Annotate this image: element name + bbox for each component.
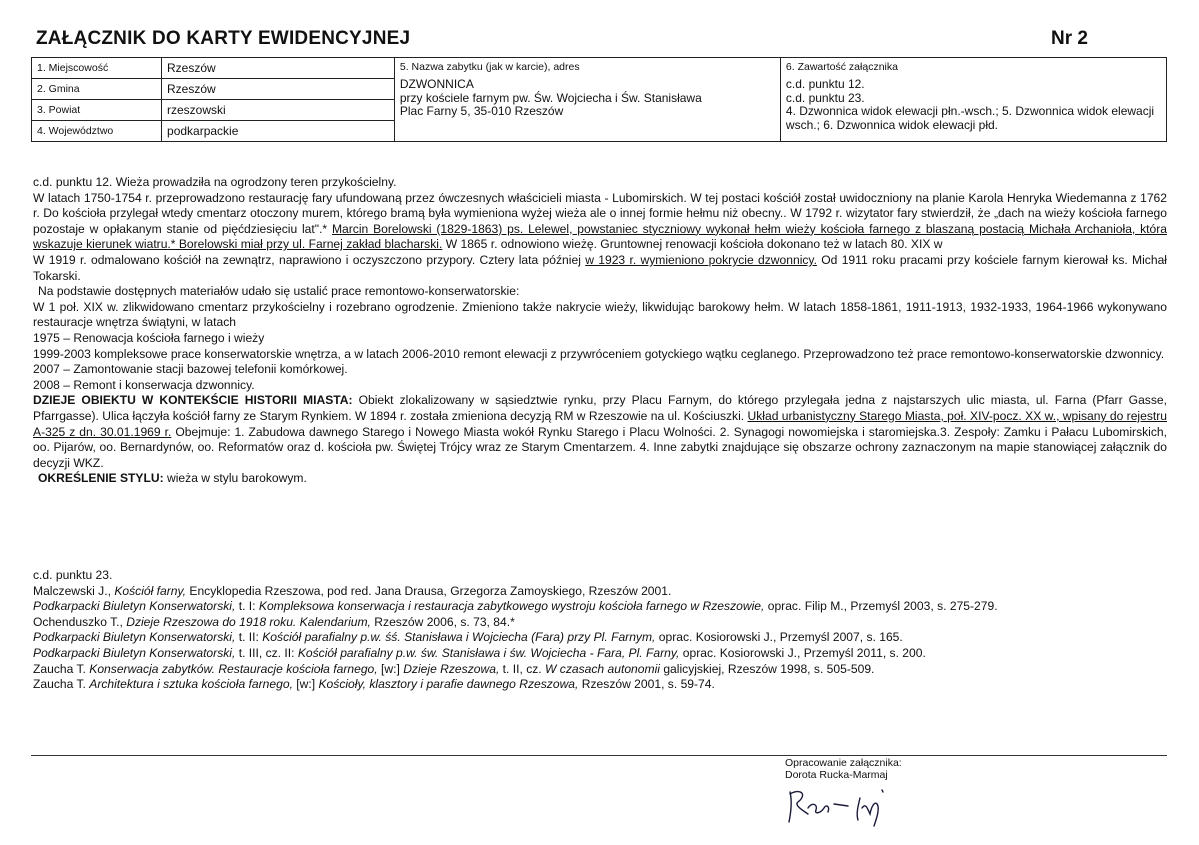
paragraph: c.d. punktu 12. Wieża prowadziła na ogrodzony teren przykościelny.	[33, 175, 397, 189]
underlined-text: w 1923 r. wymieniono pokrycie dzwonnicy.	[585, 252, 817, 267]
italic-title: Kościół farny,	[114, 583, 187, 598]
text-span: Encyklopedia Rzeszowa, pod red. Jana Drausa, Grzegorza Zamoyskiego, Rzeszów 2001.	[186, 583, 672, 598]
italic-title: Kościoły, klasztory i parafie dawnego Rzeszowa,	[318, 677, 579, 692]
monument-name-line-1: DZWONNICA	[399, 77, 474, 91]
attachment-contents-label: 6. Zawartość załącznika	[785, 61, 898, 73]
italic-title: Podkarpacki Biuletyn Konserwatorski,	[33, 645, 236, 660]
text-span: [w:]	[292, 677, 319, 692]
bibliography-entry	[33, 584, 1167, 600]
text-span: Zaucha T.	[33, 677, 90, 692]
paragraph: Na podstawie dostępnych materiałów udało się ustalić prace remontowo-konserwatorskie:	[38, 284, 520, 299]
text-span: [w:]	[377, 661, 404, 676]
italic-title: Podkarpacki Biuletyn Konserwatorski,	[33, 599, 236, 614]
text-span: Od 1911 roku pracami przy kościele farnym kierował ks. Michał Tokarski.	[33, 252, 1167, 283]
field-label-gmina: 2. Gmina	[32, 79, 162, 100]
bibliography-entry	[33, 646, 1167, 662]
bibliography-entry	[33, 599, 1167, 615]
prepared-by-author: Dorota Rucka-Marmaj	[785, 769, 888, 781]
section-heading: OKREŚLENIE STYLU:	[38, 471, 164, 486]
italic-title: Dzieje Rzeszowa do 1918 roku. Kalendarium,	[126, 614, 371, 629]
italic-title: Konserwacja zabytków. Restauracje kościoła farnego,	[89, 661, 378, 676]
field-value-gmina: Rzeszów	[162, 79, 395, 100]
text-span: Obiekt zlokalizowany w sąsiedztwie rynku, przy Placu Farnym, do którego przylegała jedna z najstarszych ulic miasta, ul. Farna (Pfarr Gasse, Pfarrgasse). Ulica łączyła kościół farny ze Starym Rynkiem. W 1894 r. została zmieniona decyzją RM w Rzeszowie na ul. Kościuszki.	[33, 393, 1167, 423]
field-label-miejscowosc: 1. Miejscowość	[32, 58, 162, 79]
italic-title: Kompleksowa konserwacja i restauracja zabytkowego wystroju kościoła farnego w Rzeszowie,	[258, 599, 765, 614]
text-span: galicyjskiej, Rzeszów 1998, s. 505-509.	[659, 661, 875, 676]
monument-name-line-2: przy kościele farnym pw. Św. Wojciecha i Św. Stanisława	[399, 90, 702, 105]
paragraph	[33, 191, 1167, 253]
text-span: oprac. Filip M., Przemyśl 2003, s. 275-279.	[764, 599, 998, 614]
text-span: Malczewski J.,	[33, 583, 115, 598]
prepared-by	[785, 757, 902, 781]
text-span: oprac. Kosiorowski J., Przemyśl 2011, s. 200.	[679, 645, 926, 660]
paragraph: 2007 – Zamontowanie stacji bazowej telefonii komórkowej.	[33, 362, 348, 377]
paragraph: 2008 – Remont i konserwacja dzwonnicy.	[33, 377, 255, 392]
italic-title: W czasach autonomii	[545, 661, 660, 676]
italic-title: Dzieje Rzeszowa,	[403, 661, 500, 676]
bibliography	[33, 568, 1167, 693]
document-title: ZAŁĄCZNIK DO KARTY EWIDENCYJNEJ	[36, 28, 411, 49]
prepared-by-label: Opracowanie załącznika:	[785, 757, 902, 769]
bibliography-entry	[33, 615, 1167, 631]
header-form-table	[31, 57, 1167, 142]
body-text	[33, 175, 1167, 487]
text-span: W 1919 r. odmalowano kościół na zewnątrz, naprawiono i oczyszczono przypory. Cztery lata później	[33, 252, 586, 267]
paragraph	[33, 471, 1167, 487]
text-span: t. III, cz. II:	[235, 645, 298, 660]
field-value-miejscowosc: Rzeszów	[162, 58, 395, 79]
text-span: wieża w stylu barokowym.	[163, 471, 307, 486]
text-span: Rzeszów 2001, s. 59-74.	[578, 677, 715, 692]
attachment-contents-line-1: c.d. punktu 12.	[785, 77, 865, 91]
handwritten-signature	[782, 780, 902, 830]
monument-name-cell	[394, 58, 780, 142]
text-span: W 1865 r. odnowiono wieżę. Gruntownej renowacji kościoła dokonano też w latach 80. XIX w	[442, 237, 943, 252]
paragraph	[33, 393, 1167, 471]
italic-title: Podkarpacki Biuletyn Konserwatorski,	[33, 630, 236, 645]
paragraph: 1999-2003 kompleksowe prace konserwatorskie wnętrza, a w latach 2006-2010 remont elewacji z przywróceniem gotyckiego wątku ceglanego. Przeprowadzono też prace remontowo-konserwatorskie dzwonnicy.	[33, 346, 1165, 361]
paragraph: 1975 – Renowacja kościoła farnego i wieży	[33, 330, 265, 345]
bibliography-entry	[33, 677, 1167, 693]
field-label-powiat: 3. Powiat	[32, 100, 162, 121]
bibliography-heading: c.d. punktu 23.	[33, 568, 113, 582]
text-span: t. II:	[235, 630, 263, 645]
field-label-wojewodztwo: 4. Województwo	[32, 121, 162, 142]
monument-name-label: 5. Nazwa zabytku (jak w karcie), adres	[399, 61, 580, 73]
attachment-contents-line-3: 4. Dzwonnica widok elewacji płn.-wsch.; 5. Dzwonnica widok elewacji wsch.; 6. Dzwonnica widok elewacji płd.	[785, 104, 1155, 132]
underlined-text: Układ urbanistyczny Starego Miasta, poł. XIV-pocz. XX w., wpisany do rejestru A-325 z dn. 30.01.1969 r.	[33, 408, 1167, 439]
document-number: Nr 2	[1051, 28, 1088, 49]
text-span: t. II, cz.	[499, 661, 546, 676]
paragraph	[33, 253, 1167, 284]
bibliography-entry	[33, 662, 1167, 678]
text-span: W latach 1750-1754 r. przeprowadzono restaurację fary ufundowaną przez ówczesnych właścicieli miasta - Lubomirskich. W tej postaci kościół został uwidoczniony na planie Karola Henryka Wiedemanna z 1762 r. Do kościoła przylegał wtedy cmentarz otoczony murem, którego bramą była wymieniona wyżej wieża ale o innej formie hełmu niż obecny.. W 1792 r. wizytator fary stwierdził, że „dach na wieży kościoła farnego pozostaje w opłakanym stanie od pięćdziesięciu lat".*	[33, 190, 1167, 236]
attachment-contents-line-2: c.d. punktu 23.	[785, 90, 865, 105]
text-span: Obejmuje: 1. Zabudowa dawnego Starego i Nowego Miasta wokół Rynku Starego i Placu Wolności. 2. Synagogi nowomiejska i staromiejska.3. Zespoły: Zamku i Pałacu Lubomirskich, oo. Pijarów, oo. Bernardynów, oo. Reformatów oraz d. kościoła pw. Świętej Trójcy wraz ze Starym Cmentarzem. 4. Inne zabytki znajdujące się obszarze ochrony zaznaczonym na mapie stanowiącej załącznik do decyzji WKZ.	[33, 424, 1167, 470]
text-span: Rzeszów 2006, s. 73, 84.*	[370, 614, 515, 629]
underlined-text: Marcin Borelowski (1829-1863) ps. Lelewel, powstaniec styczniowy wykonał hełm wieży kościoła farnego z blaszaną postacią Michała Archanioła, która wskazuje kierunek wiatru.* Borelowski miał przy ul. Farnej zakład blacharski.	[33, 221, 1168, 252]
bibliography-entry	[33, 630, 1167, 646]
italic-title: Kościół parafialny p.w. śś. Stanisława i Wojciecha (Fara) przy Pl. Farnym,	[262, 630, 656, 645]
field-value-wojewodztwo: podkarpackie	[162, 121, 395, 142]
field-value-powiat: rzeszowski	[162, 100, 395, 121]
italic-title: Kościół parafialny p.w. św. Stanisława i św. Wojciecha - Fara, Pl. Farny,	[297, 645, 680, 660]
attachment-contents-cell	[780, 58, 1166, 142]
text-span: Ochenduszko T.,	[33, 614, 127, 629]
text-span: t. I:	[235, 599, 259, 614]
section-heading: DZIEJE OBIEKTU W KONTEKŚCIE HISTORII MIASTA:	[33, 393, 353, 408]
paragraph: W 1 poł. XIX w. zlikwidowano cmentarz przykościelny i rozebrano ogrodzenie. Zmieniono także nakrycie wieży, likwidując barokowy hełm. W latach 1858-1861, 1911-1913, 1932-1933, 1964-1966 wykonywano restauracje wnętrza świątyni, w latach	[33, 299, 1167, 330]
italic-title: Architektura i sztuka kościoła farnego,	[89, 677, 293, 692]
text-span: oprac. Kosiorowski J., Przemyśl 2007, s. 165.	[655, 630, 903, 645]
text-span: Zaucha T.	[33, 661, 90, 676]
footer-divider	[31, 755, 1167, 756]
monument-address: Plac Farny 5, 35-010 Rzeszów	[399, 104, 564, 118]
